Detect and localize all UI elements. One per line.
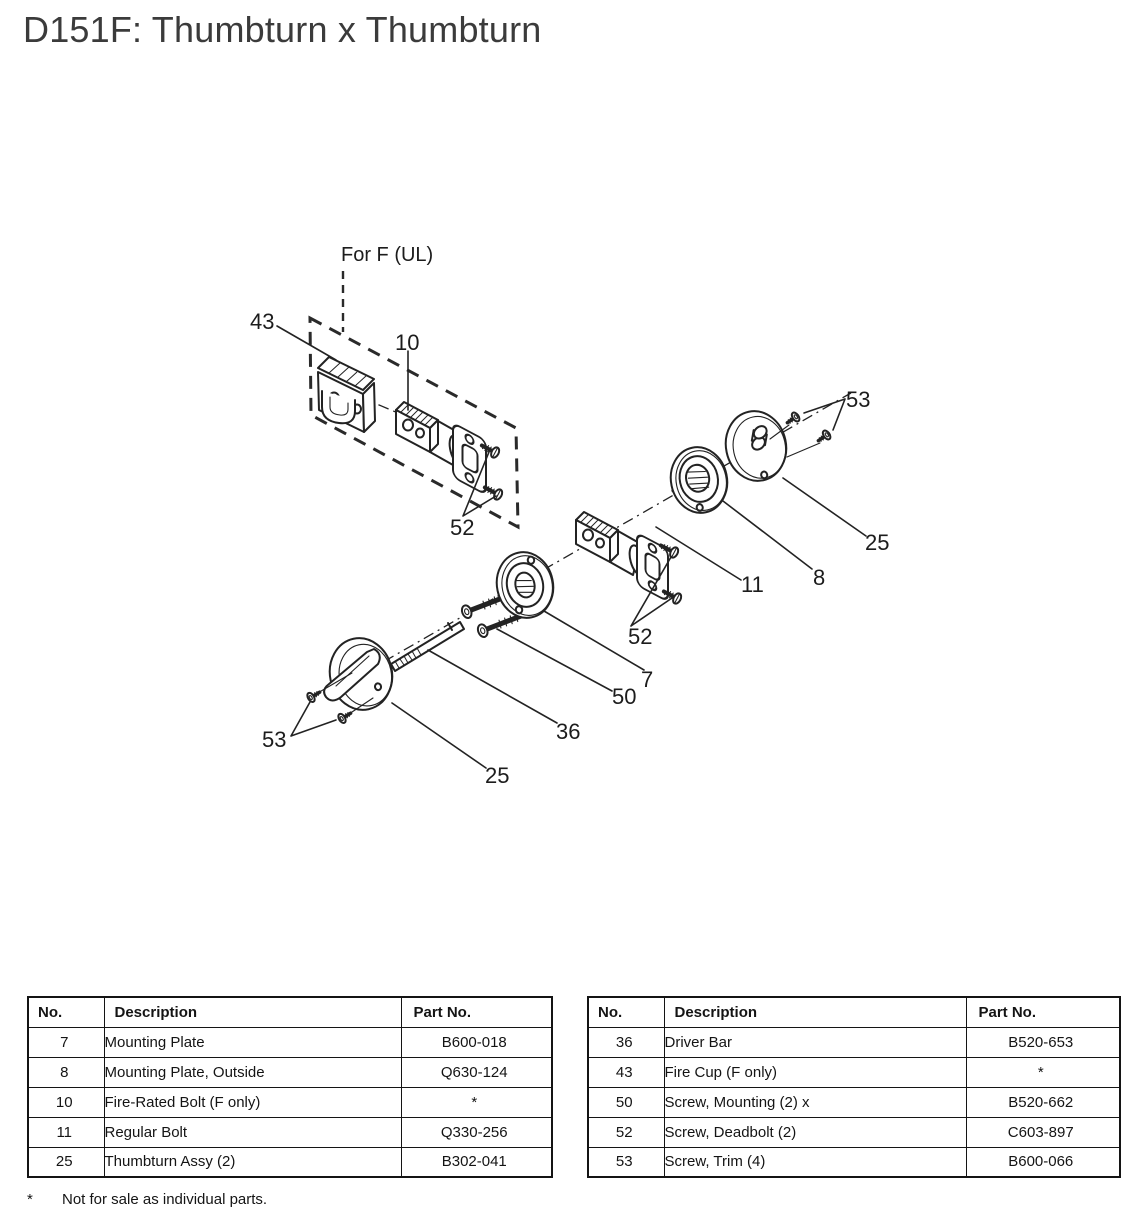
no-cell: 7 [28,1027,104,1057]
thumbturn-assy-inside-drawing [323,632,399,715]
table-row [588,1087,1120,1117]
col-header-part-no: Part No. [401,997,552,1027]
callout-10: 10 [395,330,420,355]
fire-section-label: For F (UL) [341,244,434,266]
part-no-cell: C603-897 [966,1117,1120,1147]
no-cell: 43 [588,1057,664,1087]
part-no-cell: * [401,1087,552,1117]
col-header-description: Description [104,997,401,1027]
mounting-plate-drawing [491,547,559,623]
callout-25-right: 25 [865,530,890,555]
table-header-row [588,997,1120,1027]
callout-50: 50 [612,684,637,709]
regular-bolt-drawing [576,512,668,601]
col-header-no: No. [28,997,104,1027]
col-header-no: No. [588,997,664,1027]
no-cell: 36 [588,1027,664,1057]
table-header-row [28,997,552,1027]
col-header-description: Description [664,997,966,1027]
part-no-cell: * [966,1057,1120,1087]
callout-53-right: 53 [846,387,871,412]
footnote [27,1191,267,1208]
table-row [588,1117,1120,1147]
callout-36: 36 [556,719,581,744]
table-row [28,1117,552,1147]
col-header-part-no: Part No. [966,997,1120,1027]
footnote-text: Not for sale as individual parts. [62,1191,268,1208]
parts-table-left [27,996,553,1178]
description-cell: Driver Bar [664,1027,966,1057]
no-cell: 50 [588,1087,664,1117]
fire-cup-drawing [318,357,375,432]
part-no-cell: B600-066 [966,1147,1120,1177]
table-row [588,1027,1120,1057]
callout-25-left: 25 [485,763,510,788]
description-cell: Screw, Deadbolt (2) [664,1117,966,1147]
callout-8: 8 [813,565,826,590]
mounting-plate-outside-drawing [665,442,733,518]
table-row [28,1057,552,1087]
parts-table-right [587,996,1121,1178]
description-cell: Fire Cup (F only) [664,1057,966,1087]
table-row [588,1147,1120,1177]
part-no-cell: B520-662 [966,1087,1120,1117]
table-row [28,1027,552,1057]
callout-43: 43 [250,309,275,334]
part-no-cell: B600-018 [401,1027,552,1057]
description-cell: Mounting Plate, Outside [104,1057,401,1087]
callout-7: 7 [641,667,654,692]
callout-11: 11 [741,572,764,597]
thumbturn-assy-outside-drawing [719,406,792,487]
no-cell: 53 [588,1147,664,1177]
part-no-cell: Q330-256 [401,1117,552,1147]
description-cell: Thumbturn Assy (2) [104,1147,401,1177]
no-cell: 10 [28,1087,104,1117]
description-cell: Screw, Mounting (2) x [664,1087,966,1117]
no-cell: 52 [588,1117,664,1147]
page-title: D151F: Thumbturn x Thumbturn [23,9,542,50]
callout-53-left: 53 [262,727,287,752]
callout-52-main: 52 [628,624,653,649]
fire-rated-bolt-drawing [396,402,486,495]
no-cell: 25 [28,1147,104,1177]
part-no-cell: B302-041 [401,1147,552,1177]
table-row [28,1087,552,1117]
part-no-cell: Q630-124 [401,1057,552,1087]
description-cell: Fire-Rated Bolt (F only) [104,1087,401,1117]
description-cell: Regular Bolt [104,1117,401,1147]
no-cell: 11 [28,1117,104,1147]
description-cell: Screw, Trim (4) [664,1147,966,1177]
fire-axis-line [372,402,398,413]
part-no-cell: B520-653 [966,1027,1120,1057]
table-row [588,1057,1120,1087]
table-row [28,1147,552,1177]
footnote-marker: * [27,1191,33,1208]
description-cell: Mounting Plate [104,1027,401,1057]
callout-52-fire: 52 [450,515,475,540]
no-cell: 8 [28,1057,104,1087]
